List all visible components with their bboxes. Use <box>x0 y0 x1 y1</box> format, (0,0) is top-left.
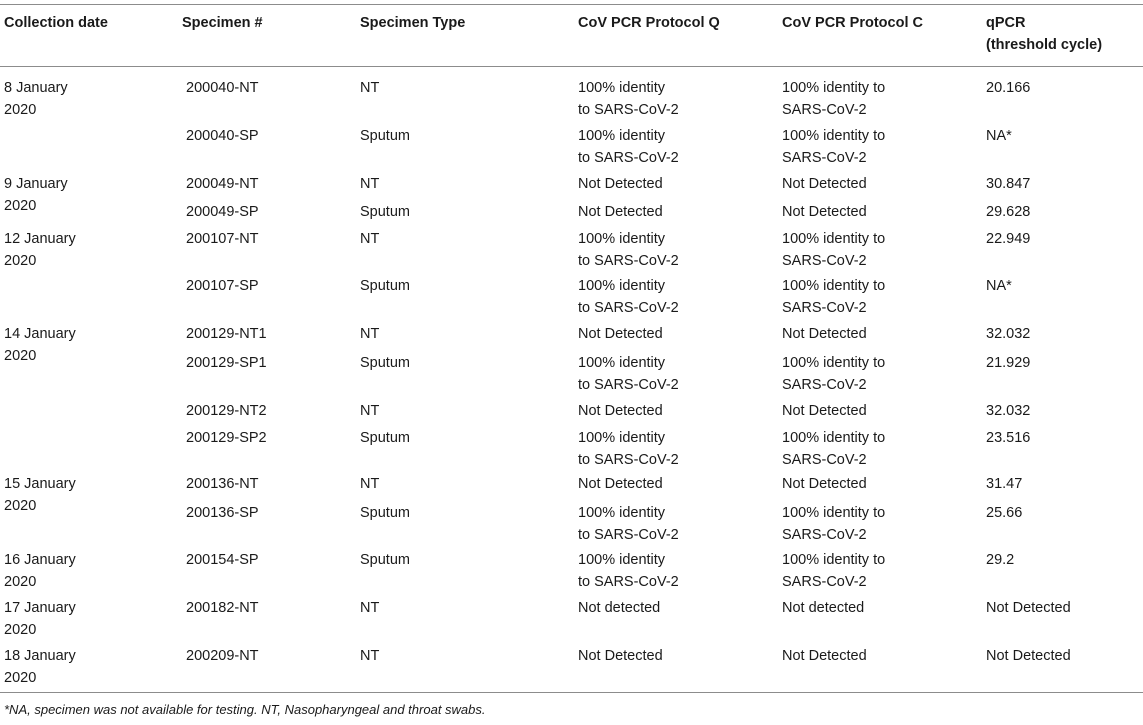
cell-protocol-q: 100% identity to SARS-CoV-2 <box>578 430 679 468</box>
cell-protocol-q: Not Detected <box>578 476 663 492</box>
cell-type: NT <box>360 600 380 616</box>
cell-type: Sputum <box>360 204 410 220</box>
cell-protocol-c: Not detected <box>782 600 865 616</box>
cell-type: NT <box>360 80 380 96</box>
cell-specimen: 200136-NT <box>186 476 259 492</box>
cell-collection-date: 12 January 2020 <box>4 231 76 269</box>
cell-specimen: 200107-NT <box>186 231 259 247</box>
cell-collection-date: 9 January 2020 <box>4 176 68 214</box>
cell-type: Sputum <box>360 355 410 371</box>
cell-qpcr: 29.2 <box>986 552 1015 568</box>
cell-specimen: 200129-SP1 <box>186 355 267 371</box>
cell-type: NT <box>360 326 380 342</box>
header-specimen-number: Specimen # <box>182 15 263 31</box>
cell-protocol-c: 100% identity to SARS-CoV-2 <box>782 430 886 468</box>
cell-protocol-c: 100% identity to SARS-CoV-2 <box>782 552 886 590</box>
cell-qpcr: 22.949 <box>986 231 1031 247</box>
cell-protocol-c: 100% identity to SARS-CoV-2 <box>782 231 886 269</box>
cell-protocol-q: Not Detected <box>578 176 663 192</box>
cell-specimen: 200107-SP <box>186 278 259 294</box>
cell-specimen: 200129-SP2 <box>186 430 267 446</box>
cell-specimen: 200154-SP <box>186 552 259 568</box>
cell-protocol-c: 100% identity to SARS-CoV-2 <box>782 355 886 393</box>
cell-qpcr: 32.032 <box>986 403 1031 419</box>
cell-protocol-c: 100% identity to SARS-CoV-2 <box>782 505 886 543</box>
table-bottom-rule <box>0 692 1143 693</box>
cell-type: Sputum <box>360 278 410 294</box>
cell-qpcr: 31.47 <box>986 476 1023 492</box>
cell-specimen: 200129-NT2 <box>186 403 267 419</box>
cell-type: Sputum <box>360 552 410 568</box>
cell-specimen: 200209-NT <box>186 648 259 664</box>
cell-specimen: 200049-NT <box>186 176 259 192</box>
cell-qpcr: 32.032 <box>986 326 1031 342</box>
cell-specimen: 200182-NT <box>186 600 259 616</box>
cell-type: NT <box>360 403 380 419</box>
cell-qpcr: Not Detected <box>986 600 1071 616</box>
cell-specimen: 200136-SP <box>186 505 259 521</box>
cell-qpcr: 30.847 <box>986 176 1031 192</box>
cell-type: NT <box>360 648 380 664</box>
cell-type: Sputum <box>360 128 410 144</box>
cell-protocol-q: Not Detected <box>578 648 663 664</box>
cell-protocol-q: 100% identity to SARS-CoV-2 <box>578 231 679 269</box>
cell-protocol-c: Not Detected <box>782 476 867 492</box>
cell-specimen: 200040-SP <box>186 128 259 144</box>
cell-type: NT <box>360 231 380 247</box>
cell-collection-date: 17 January 2020 <box>4 600 76 638</box>
cell-protocol-q: Not Detected <box>578 326 663 342</box>
cell-specimen: 200129-NT1 <box>186 326 267 342</box>
table-header-rule <box>0 66 1143 67</box>
cell-specimen: 200049-SP <box>186 204 259 220</box>
cell-collection-date: 18 January 2020 <box>4 648 76 686</box>
cell-protocol-c: Not Detected <box>782 648 867 664</box>
cell-qpcr: NA* <box>986 278 1012 294</box>
cell-qpcr: NA* <box>986 128 1012 144</box>
cell-protocol-c: Not Detected <box>782 326 867 342</box>
cell-protocol-q: Not Detected <box>578 204 663 220</box>
header-protocol-q: CoV PCR Protocol Q <box>578 15 720 31</box>
cell-type: Sputum <box>360 430 410 446</box>
cell-protocol-q: 100% identity to SARS-CoV-2 <box>578 505 679 543</box>
header-collection-date: Collection date <box>4 15 108 31</box>
cell-type: NT <box>360 476 380 492</box>
cell-protocol-q: 100% identity to SARS-CoV-2 <box>578 355 679 393</box>
cell-protocol-q: Not detected <box>578 600 661 616</box>
cell-type: NT <box>360 176 380 192</box>
cell-protocol-c: Not Detected <box>782 176 867 192</box>
cell-protocol-q: Not Detected <box>578 403 663 419</box>
cell-specimen: 200040-NT <box>186 80 259 96</box>
header-protocol-c: CoV PCR Protocol C <box>782 15 923 31</box>
header-specimen-type: Specimen Type <box>360 15 466 31</box>
cell-qpcr: 23.516 <box>986 430 1031 446</box>
header-qpcr: qPCR (threshold cycle) <box>986 15 1103 53</box>
cell-qpcr: 25.66 <box>986 505 1023 521</box>
cell-collection-date: 15 January 2020 <box>4 476 76 514</box>
cell-protocol-c: 100% identity to SARS-CoV-2 <box>782 80 886 118</box>
cell-qpcr: Not Detected <box>986 648 1071 664</box>
cell-collection-date: 14 January 2020 <box>4 326 76 364</box>
cell-qpcr: 21.929 <box>986 355 1031 371</box>
cell-protocol-c: Not Detected <box>782 204 867 220</box>
cell-protocol-q: 100% identity to SARS-CoV-2 <box>578 278 679 316</box>
cell-type: Sputum <box>360 505 410 521</box>
cell-protocol-c: Not Detected <box>782 403 867 419</box>
cell-protocol-c: 100% identity to SARS-CoV-2 <box>782 128 886 166</box>
table-footnote: *NA, specimen was not available for testing. NT, Nasopharyngeal and throat swabs. <box>4 702 486 717</box>
table-top-rule <box>0 4 1143 5</box>
cell-protocol-c: 100% identity to SARS-CoV-2 <box>782 278 886 316</box>
cell-collection-date: 8 January 2020 <box>4 80 68 118</box>
cell-qpcr: 29.628 <box>986 204 1031 220</box>
cell-protocol-q: 100% identity to SARS-CoV-2 <box>578 128 679 166</box>
cell-collection-date: 16 January 2020 <box>4 552 76 590</box>
cell-qpcr: 20.166 <box>986 80 1031 96</box>
cell-protocol-q: 100% identity to SARS-CoV-2 <box>578 552 679 590</box>
cell-protocol-q: 100% identity to SARS-CoV-2 <box>578 80 679 118</box>
